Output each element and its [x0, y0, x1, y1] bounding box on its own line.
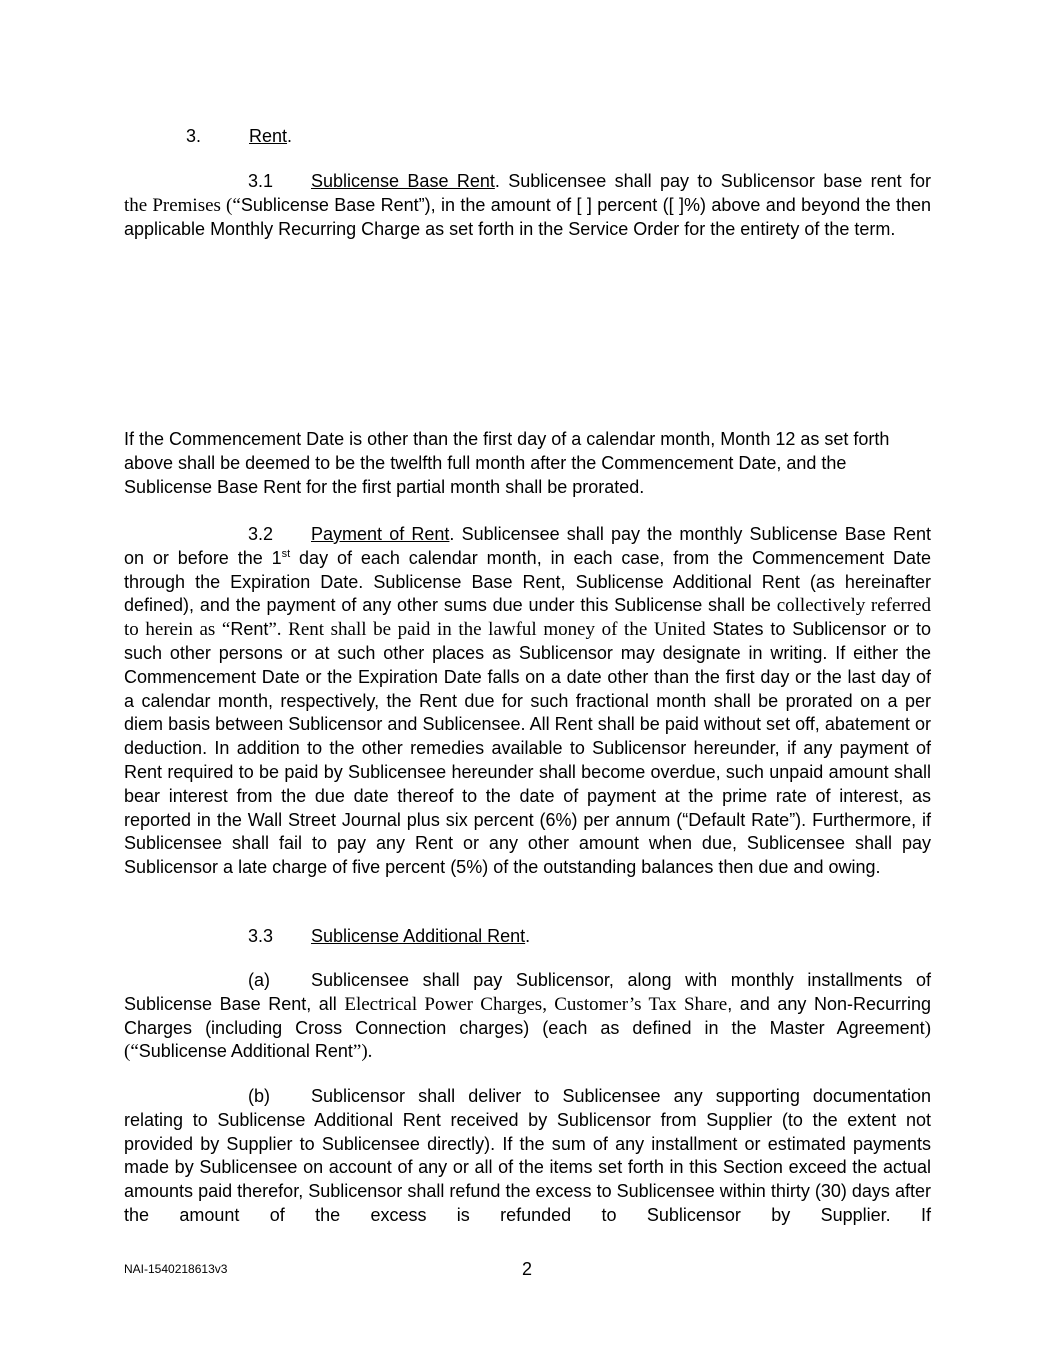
defined-term: Sublicense Base Rent [240, 195, 419, 215]
section-3-1-body: the Premises (“Sublicense Base Rent”), in the amount of [ ] percent ([ ]%) above and beyond the then applicable Monthly Recurring Charge as set forth in the Service Order for the entirety of the term. [124, 195, 932, 239]
section-3-3-b: (b) Sublicensor shall deliver to Sublicensee any supporting documentation relating to Sublicense Additional Rent received by Sublicensor from Supplier (to the extent not provided by Supplier to Sublicensee directly). If the sum of any installment or estimated payments made by Sublicensee on account of any or all of the items set forth in this Section exceed the actual amounts paid therefor, Sublicensor shall refund the excess to Sublicensee within thirty (30) days after the amount of the excess is refunded to Sublicensor by Supplier. If [124, 1086, 931, 1225]
section-3-2: 3.2 Payment of Rent. Sublicensee shall pay the monthly Sublicense Base Rent on or before the 1st day of each calendar month, in each case, from the Commencement Date through the Expiration Date. Sublicense Base Rent, Sublicense Additional Rent (as hereinafter defined), and the payment of any other sums due under this Sublicense shall be collectively referred to herein as “Rent”. Rent shall be paid in the lawful money of the United States to Sublicensor or to such other persons or at such other places as Sublicensor may designate in writing. If either the Commencement Date or the Expiration Date falls on a date other than the first day or the last day of a calendar month, respectively, the Rent due for such fractional month shall be prorated on a per diem basis between Sublicensor and Sublicensee. All Rent shall be paid without set off, abatement or deduction. In addition to the other remedies available to Sublicensor hereunder, if any payment of Rent required to be paid by Sublicensee hereunder shall become overdue, such unpaid amount shall bear interest from the due date thereof to the date of payment at the prime rate of interest, as reported in the Wall Street Journal plus six percent (6%) per annum (“Default Rate”). Furthermore, if Sublicensee shall fail to pay any Rent or any other amount when due, Sublicensee shall pay Sublicensor a late charge of five percent (5%) of the outstanding balances then due and owing. [124, 524, 931, 878]
section-3-1-line1: 3.1 Sublicense Base Rent. Sublicensee shall pay to Sublicensor base rent for [124, 170, 931, 194]
subsection-number: 3.2 [248, 524, 274, 544]
section-3-3-heading: 3.3 Sublicense Additional Rent. [248, 925, 648, 949]
section-3-heading: 3. Rent. [186, 125, 486, 149]
subsection-number: 3.3 [248, 926, 274, 946]
clause-label: (b) [248, 1086, 270, 1106]
document-id: NAI-1540218613v3 [124, 1262, 228, 1276]
clause-label: (a) [248, 970, 270, 990]
subsection-heading: Payment of Rent [311, 524, 450, 544]
subsection-heading: Sublicense Additional Rent [311, 926, 526, 946]
defined-term: Default Rate [688, 809, 790, 830]
section-3-3-a: (a) Sublicensee shall pay Sublicensor, along with monthly installments of Sublicense Base Rent, all Electrical Power Charges, Customer’s Tax Share, and any Non-Recurring Charges (including Cross Connection charges) (each as defined in the Master Agreement) (“Sublicense Additional Rent”). [124, 970, 932, 1063]
section-title: Rent [249, 126, 288, 146]
commencement-paragraph: If the Commencement Date is other than the first day of a calendar month, Month 12 as set forth above shall be deemed to be the twelfth full month after the Commencement Date, and the Sublicense Base Rent for the first partial month shall be prorated. [124, 429, 890, 497]
subsection-heading: Sublicense Base Rent [311, 171, 495, 191]
page-number: 2 [522, 1259, 533, 1279]
section-number: 3. [186, 126, 202, 146]
subsection-number: 3.1 [248, 171, 274, 191]
defined-term: Sublicense Additional Rent [138, 1041, 353, 1062]
defined-term: Rent [230, 619, 269, 640]
